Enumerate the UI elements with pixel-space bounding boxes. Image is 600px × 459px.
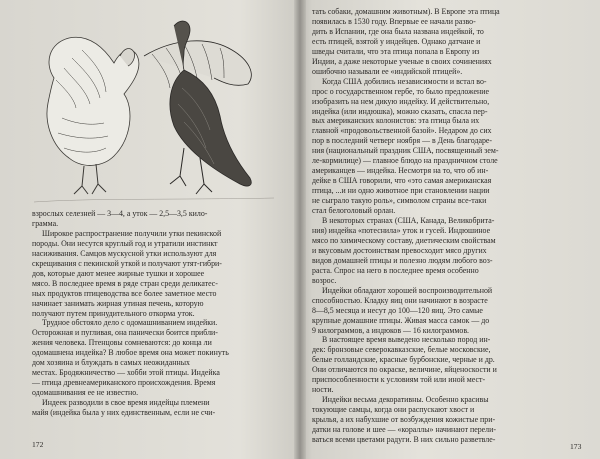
text-line: тать собаки, домашним животным). В Европе эта птица: [312, 7, 500, 16]
text-line: 8—8,5 месяца и несут до 100—120 яиц. Это самые: [312, 305, 483, 315]
text-line: Они отличаются по окраске, величине, яйценоскости и: [312, 365, 497, 375]
text-line: майя (индейка была у них единственным, если не счи-: [32, 408, 216, 418]
text-line: пор в последний четверг ноября — в День благодаре-: [312, 136, 493, 146]
text-line: грамма.: [32, 218, 59, 228]
text-line: — птица древнеамериканского происхождения. Время: [32, 378, 216, 388]
text-line: птица, ...и ни одно животное при становлении нации: [312, 186, 490, 196]
text-line: появилась в 1530 году. Впервые ее начали разво-: [312, 16, 476, 26]
right-page-text: [312, 7, 580, 445]
text-line: датки на голове и шее — «кораллы» начинают перели-: [312, 425, 496, 435]
text-line: дом хозяина и блуждать в самых неожиданных: [32, 358, 190, 368]
text-line: мясо. В последнее время в ряде стран среди деликатес-: [32, 278, 218, 288]
left-page-number: 172: [32, 440, 44, 449]
dark-turkey-drawing: [144, 21, 251, 194]
text-line: дов, которые дают менее жирные тушки и хорошее: [32, 268, 205, 278]
text-line: мясо по химическому составу, диетическим свойствам: [312, 235, 496, 245]
text-line: ния (национальный праздник США, посвященный зем-: [312, 146, 499, 156]
text-line: одомашнивания ее не известно.: [32, 388, 139, 398]
text-line: 9 килограммов, а индюков — 16 килограммов.: [312, 325, 470, 335]
text-line: прос о государственном гербе, то было предложение: [312, 86, 489, 96]
text-line: шведы считали, что эта птица попала в Европу из: [312, 46, 480, 56]
text-line: не сыграло такую роль», символом страны все-таки: [312, 196, 487, 206]
text-line: одомашнена индейка? В любое время она может покинуть: [32, 348, 229, 358]
text-line: есть птицей, взятой у индейцев. Однако датчане и: [312, 36, 481, 46]
text-line: Индеек разводили в свое время индейцы племени: [42, 398, 210, 408]
text-line: ных продуктов птицеводства все более заметное место: [32, 288, 217, 298]
text-line: индейка (или индюшка), можно сказать, спасла пер-: [312, 106, 488, 116]
right-page-number: 173: [570, 442, 582, 451]
text-line: местах. Бродяжничество — хобби этой птицы. Индейка: [32, 368, 220, 378]
text-line: крылья, а их набухшие от возбуждения кожистые при-: [312, 415, 496, 425]
right-page: [304, 0, 600, 459]
text-line: дить в Испании, где она была названа индейкой, то: [312, 26, 484, 36]
text-line: ле-кормилице) — главное блюдо на праздничном столе: [312, 156, 498, 166]
text-line: Широкое распространение получили утки пекинской: [42, 228, 222, 238]
text-line: вых американских колонистов: эта птица была их: [312, 116, 480, 126]
text-line: насиживания. Самцов мускусной утки используют для: [32, 248, 217, 258]
text-line: ваться всеми цветами радуги. В них сильно разветвле-: [312, 434, 496, 444]
text-line: изобразить на нем дикую индейку. И действительно,: [312, 96, 490, 106]
text-line: ния) индейка «потеснила» уток и гусей. Индюшиное: [312, 225, 491, 235]
text-line: и вкусовым достоинствам превосходит мясо других: [312, 245, 487, 255]
text-line: приспособленности к условиям той или иной мест-: [312, 375, 486, 385]
text-line: начинает занимать жирная утиная печень, которую: [32, 298, 204, 308]
text-line: видов домашней птицы и полезно людям любого воз-: [312, 255, 493, 265]
text-line: возрос.: [312, 275, 337, 285]
text-line: крупные домашние птицы. Живая масса самок — до: [312, 315, 490, 325]
text-line: В некоторых странах (США, Канада, Великобрита-: [322, 216, 495, 226]
text-line: Индейки весьма декоративны. Особенно красивы: [322, 395, 489, 405]
turkeys-illustration: [34, 8, 274, 206]
text-line: Трудное обстояло дело с одомашниванием индейки.: [42, 318, 218, 328]
text-line: дек: бронзовые северокавказские, белые московские,: [312, 345, 491, 355]
text-line: главной «продовольственной базой». Недаром до сих: [312, 126, 492, 136]
text-line: Индейки обладают хорошей воспроизводительной: [322, 285, 493, 295]
text-line: стал белоголовый орлан.: [312, 206, 396, 216]
text-line: способностью. Кладку яиц они начинают в возрасте: [312, 295, 488, 305]
text-line: американцев — индейка. Несмотря на то, что об ин-: [312, 166, 489, 176]
text-line: получают путем принудительного откорма уток.: [32, 308, 195, 318]
text-line: взрослых селезней — 3—4, а уток — 2,5—3,5 кило-: [32, 209, 208, 218]
white-turkey-drawing: [47, 37, 139, 194]
text-line: скрещивания с пекинской уткой и получают утят-гибри-: [32, 258, 222, 268]
text-line: Осторожная и пугливая, она панически боится прибли-: [32, 328, 218, 338]
text-line: породы. Они несутся круглый год и утратили инстинкт: [32, 238, 218, 248]
text-line: Индии, а даже некоторые ученые в своих сочинениях: [312, 56, 492, 66]
text-line: токующие самцы, когда они распускают хвост и: [312, 405, 475, 415]
text-line: белые голландские, красные бурбонские, черные и др.: [312, 355, 495, 365]
text-line: Когда США добились независимости и встал во-: [322, 76, 487, 86]
text-line: ошибочно называли ее «индийской птицей».: [312, 66, 463, 76]
text-line: жения человека. Птенцовы сомневаются: до конца ли: [32, 338, 212, 348]
ground-line: [34, 198, 274, 202]
text-line: раста. Спрос на него в последнее время особенно: [312, 265, 479, 275]
text-line: дейке в США говорили, что «это самая американская: [312, 176, 492, 186]
text-line: ности.: [312, 385, 334, 395]
text-line: В настоящее время выведено несколько пород ин-: [322, 335, 491, 345]
left-page-text: [32, 209, 275, 418]
left-page: [0, 0, 296, 459]
